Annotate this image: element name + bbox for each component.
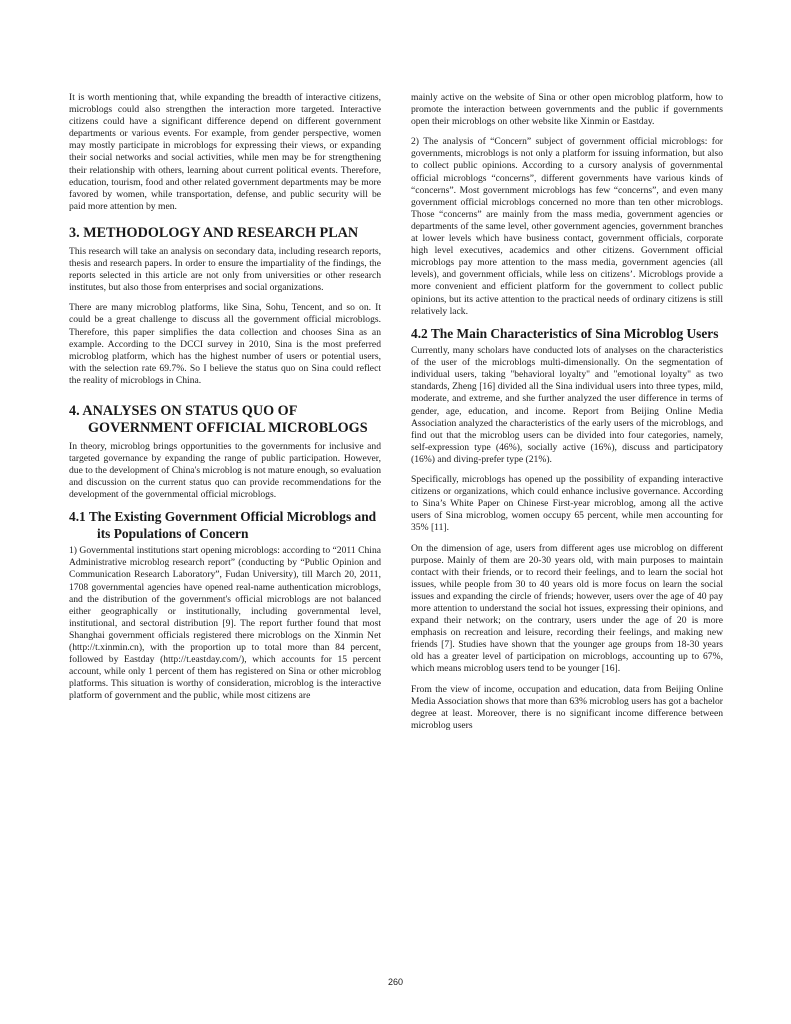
subsection-heading	[411, 326, 723, 342]
body-paragraph: 2) The analysis of “Concern” subject of government official microblogs: for governments, microblogs is not only a platform for issuing information, but also to collect public opinions. According to a cursory analysis of governmental official microblogs “concerns”, different governments have various kinds of “concerns”. Most government microblogs has few “concerns”, and even many government official microblogs concerned no more than ten other microblogs. Those “concerns” are mainly from the mass media, government agencies or departments of the same level, other government agencies, government branches at lower levels which have business contact, government officials, corporate high level executives, academics and other citizens. Government official microblogs pay more attention to the mass media, government agencies (all levels), and government officials, while less on citizens’. Microblogs provide a more convenient and efficient platform for the government to collect public opinions, but its active attention to the practical needs of ordinary citizens is still relatively lack.	[411, 136, 723, 317]
section-title: 3. METHODOLOGY AND RESEARCH PLAN	[69, 224, 359, 241]
body-paragraph: In theory, microblog brings opportunities to the governments for inclusive and targeted governance by expanding the range of public participation. However, due to the development of China's microblog is not mature enough, so evaluation and discussion on the current status quo can provide recommendations for the development of the governmental official microblogs.	[69, 440, 381, 501]
body-paragraph: It is worth mentioning that, while expanding the breadth of interactive citizens, microblogs could also strengthen the interaction more targeted. Interactive citizens could have a significant difference depend on different government departments or various events. For example, from gender perspective, women may mostly participate in microblogs for expressing their views, or expanding their social networks and social activities, while men may be for strengthening their relationship with others, learning about current political events. Therefore, education, tourism, food and other related government departments may be more favored by women, while transportation, defense, and public security will be paid more attention by men.	[69, 92, 381, 212]
subsection-title: 4.2 The Main Characteristics of Sina Microblog Users	[411, 325, 719, 341]
body-paragraph: Currently, many scholars have conducted lots of analyses on the characteristics of the user of the microblogs multi-dimensionally. On the segmentation of individual users, taking "behavioral loyalty" and "emotional loyalty" as two standards, Zheng [16] divided all the Sina individual users into three types, mild, moderate, and extreme, and she further analyzed the user difference in terms of gender, age, education, and income. Report from Beijing Online Media Association analyzed the characteristics of the early users of the microblogs, and find out that the microblog users can be divided into four categories, namely, self-expression type (46%), socially active (16%), discuss and participatory (16%) and diving-prefer type (21%).	[411, 345, 723, 465]
body-paragraph: Specifically, microblogs has opened up the possibility of expanding interactive citizens or organizations, which could enhance inclusive governance. According to Sina’s White Paper on Chinese First-year microblog, among all the active users of Sina microblog, women occupy 65 percent, while men accounting for 35% [11].	[411, 474, 723, 534]
body-paragraph: This research will take an analysis on secondary data, including research reports, thesis and research papers. In order to ensure the impartiality of the findings, the reports selected in this article are not only from universities or other research institutes, but also those from enterprises and social organizations.	[69, 245, 381, 294]
body-paragraph: On the dimension of age, users from different ages use microblog on different purpose. Mainly of them are 20-30 years old, with main purposes to maintain contact with their friends, or to record their feelings, and to learn the social hot issues, while people from 30 to 40 years old is more focus on learn the social issues and expanding the circle of friends; however, users over the age of 40 pay more attention to understand the social hot issues, expressing their opinions, and expand their network; on the contrary, users under the age of 20 is more emphasis on recreation and leisure, recording their feelings, and making new friends [7]. Studies have shown that the younger age groups from 18-30 years old has a greater level of participation on microblogs, accounting up to 67%, which means microblog users tend to be younger [16].	[411, 542, 723, 675]
body-paragraph: mainly active on the website of Sina or other open microblog platform, how to promote the interaction between governments and the public if governments open their microblogs on other website like Xinmin or Eastday.	[411, 92, 723, 128]
right-column	[411, 92, 723, 740]
left-column	[69, 92, 381, 710]
section-title: 4. ANALYSES ON STATUS QUO OF GOVERNMENT OFFICIAL MICROBLOGS	[69, 402, 368, 436]
body-paragraph: 1) Governmental institutions start opening microblogs: according to “2011 China Administrative microblog research report” (conducting by “Public Opinion and Communication Research Laboratory”, Fudan University), till March 20, 2011, 1708 governmental agencies have opened real-name authentication microblogs, and the distribution of the government's official microblogs are not balanced either geographically or institutionally, including governmental level, institutional, and sectoral distribution [9]. The report further found that most Shanghai government officials registered there microblogs on the Xinmin Net (http://t.xinmin.cn), with the proportion up to total more than 84 percent, followed by Eastday (http://t.eastday.com/), which accounts for 15 percent account, while only 1 percent of them has registered on Sina or other microblog platforms. This situation is worthy of consideration, microblog is the interactive platform of government and the public, while most citizens are	[69, 545, 381, 702]
body-paragraph: There are many microblog platforms, like Sina, Sohu, Tencent, and so on. It could be a great challenge to discuss all the government official microblogs. Therefore, this paper simplifies the data collection and chooses Sina as an example. According to the DCCI survey in 2010, Sina is the most preferred microblog platform, which has the highest number of users or potential users, with the selection rate 69.7%. So I believe the status quo on Sina could reflect the reality of microblogs in China.	[69, 302, 381, 386]
subsection-title: 4.1 The Existing Government Official Microblogs and its Populations of Concern	[69, 509, 377, 541]
section-heading	[69, 225, 381, 242]
page-number: 260	[387, 977, 404, 987]
body-paragraph: From the view of income, occupation and education, data from Beijing Online Media Association shows that more than 63% microblog users has got a bachelor degree at least. Moreover, there is no significant income difference between microblog users	[411, 683, 723, 731]
subsection-heading	[69, 509, 381, 542]
section-heading	[69, 403, 381, 437]
